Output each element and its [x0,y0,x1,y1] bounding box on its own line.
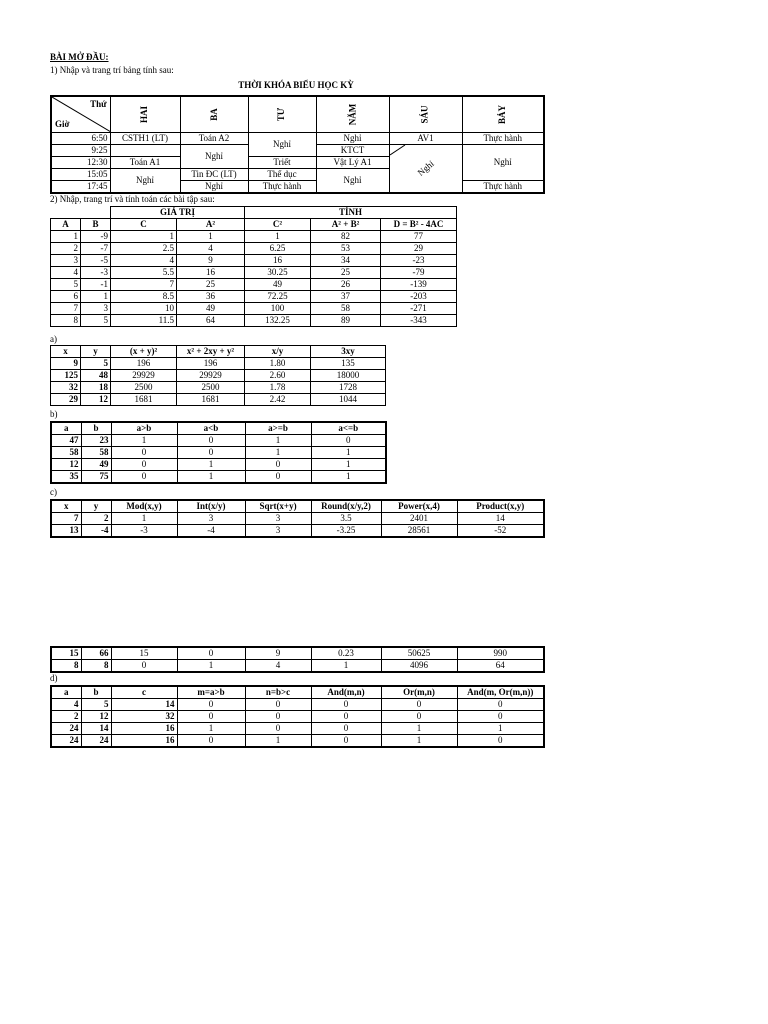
column-header: Power(x,4) [381,500,457,513]
class-cell: Nghỉ [110,169,180,194]
column-header: 3xy [311,346,386,358]
day-header: BẢY [462,96,544,133]
table-cell: 3 [245,513,311,525]
table-cell: 23 [81,435,111,447]
table-cell: 5 [81,358,111,370]
table-row [51,358,386,370]
table-cell: 66 [81,647,111,660]
table-cell: 16 [177,267,245,279]
table-cell: 58 [51,447,81,459]
table-cell: 5.5 [111,267,177,279]
table-cell: 16 [245,255,311,267]
day-header: SÁU [389,96,462,133]
section-a-rows [51,346,386,406]
class-cell: CSTH1 (LT) [110,133,180,145]
table-cell: 0 [245,711,311,723]
table-cell: 0 [177,699,245,711]
table-row [51,279,457,291]
table-cell: 9 [177,255,245,267]
table-cell: 0 [457,711,544,723]
table-cell: -3 [111,525,177,538]
column-header: y [81,346,111,358]
table-cell: 24 [81,735,111,748]
table-cell: 4 [245,660,311,673]
table-cell: 0 [245,459,311,471]
time-cell: 12:30 [51,157,110,169]
timetable [50,95,545,194]
table-cell: -5 [81,255,111,267]
class-cell: Nghỉ [316,169,389,194]
table-cell: 4 [51,267,81,279]
column-header: Sqrt(x+y) [245,500,311,513]
table-cell: 132.25 [245,315,311,327]
task1-text: 1) Nhập và trang trí bảng tính sau: [50,65,174,75]
class-cell: Toán A1 [110,157,180,169]
table-row [51,315,457,327]
table-cell: -343 [381,315,457,327]
class-cell: Nghỉ [180,181,248,194]
table-cell: 64 [177,315,245,327]
table-cell: 14 [111,699,177,711]
table-cell: 0 [111,447,177,459]
table-row [51,660,544,673]
column-header: a [51,686,81,699]
class-cell: KTCT [316,145,389,157]
time-cell: 9:25 [51,145,110,157]
table-cell: 0 [311,735,381,748]
section-b-table [50,421,387,484]
table-cell: 2 [51,243,81,255]
table-row [51,370,386,382]
table-cell: 14 [457,513,544,525]
table-cell: -139 [381,279,457,291]
table-cell: -3 [81,267,111,279]
table-cell: 2 [81,513,111,525]
table-cell: 29929 [177,370,245,382]
table-cell: 1 [381,723,457,735]
table-cell: 18000 [311,370,386,382]
table-cell: 1.78 [245,382,311,394]
table-cell: 1 [457,723,544,735]
section-c-table [50,499,545,538]
table-cell: -9 [81,231,111,243]
group-compute: TÍNH [245,207,457,219]
table-cell: 24 [51,735,81,748]
table-cell: 7 [51,303,81,315]
table-cell: 1 [177,471,245,484]
section-a-label: a) [50,334,57,344]
task2-text: 2) Nhập, trang trí và tính toán các bài tập sau: [50,194,215,204]
table-cell: 5 [51,279,81,291]
table-cell: 47 [51,435,81,447]
column-header: Mod(x,y) [111,500,177,513]
table-cell: 34 [311,255,381,267]
section-a-table [50,345,386,406]
table-cell: 1 [177,660,245,673]
column-header: c [111,686,177,699]
table-cell: 0 [111,471,177,484]
table-cell: 3 [51,255,81,267]
table-cell: 1681 [177,394,245,406]
table-cell: 8.5 [111,291,177,303]
table-cell: 49 [177,303,245,315]
class-cell: Thực hành [462,181,544,194]
class-cell: Thực hành [462,133,544,145]
table-cell: 58 [311,303,381,315]
table-cell: 8 [81,660,111,673]
column-header: a>b [111,422,177,435]
table-cell: 5 [81,699,111,711]
table-cell: 990 [457,647,544,660]
table-cell: 1 [245,735,311,748]
table-cell: 0 [457,735,544,748]
table-cell: -23 [381,255,457,267]
table-row [51,303,457,315]
table-cell: 1 [381,735,457,748]
table-cell: 1.80 [245,358,311,370]
table-row [51,382,386,394]
table-cell: 58 [81,447,111,459]
table-cell: 9 [51,358,81,370]
column-header: y [81,500,111,513]
column-header: n=b>c [245,686,311,699]
table-cell: -203 [381,291,457,303]
table-row [51,647,544,660]
table-cell: 37 [311,291,381,303]
table-row [51,699,544,711]
table-cell: 3 [245,525,311,538]
column-header: Round(x/y,2) [311,500,381,513]
table-cell: -7 [81,243,111,255]
table-cell: 15 [51,647,81,660]
table-header-row [51,686,544,699]
group-values: GIÁ TRỊ [111,207,245,219]
column-header: x² + 2xy + y² [177,346,245,358]
column-header: m=a>b [177,686,245,699]
table-cell: -52 [457,525,544,538]
corner-time-label: Giờ [55,119,70,129]
timetable-corner [51,96,110,133]
column-header: a [51,422,81,435]
table-cell: 82 [311,231,381,243]
table-row [51,447,386,459]
table-header-row [51,422,386,435]
table-cell: 1 [51,231,81,243]
table-cell: 50625 [381,647,457,660]
table-cell: 3 [81,303,111,315]
table-cell: 1 [245,231,311,243]
table-cell: 0 [311,435,386,447]
table-cell: 0.23 [311,647,381,660]
class-cell: AV1 [389,133,462,145]
table-cell: 1044 [311,394,386,406]
class-cell: Nghỉ [316,133,389,145]
table-cell: 1 [311,660,381,673]
column-header: b [81,422,111,435]
lesson-title: BÀI MỞ ĐẦU: [50,52,109,62]
column-header: And(m,n) [311,686,381,699]
table-cell: 35 [51,471,81,484]
table-cell: 1 [177,231,245,243]
table-cell: 64 [457,660,544,673]
table-cell: 0 [311,699,381,711]
column-header: (x + y)² [111,346,177,358]
class-cell: Triết [248,157,316,169]
table-cell: -79 [381,267,457,279]
table-cell: 6 [51,291,81,303]
table-cell: 13 [51,525,81,538]
table-cell: 4 [51,699,81,711]
table-cell: 16 [111,735,177,748]
table-header-row: A B C A² C² A² + B² D = B² - 4AC [51,219,457,231]
table-cell: 0 [381,711,457,723]
table-cell: 29 [51,394,81,406]
column-header: Product(x,y) [457,500,544,513]
table-row [51,435,386,447]
table-cell: 12 [81,394,111,406]
section-d-table [50,685,545,748]
table-header-row [51,500,544,513]
table-cell: 0 [177,711,245,723]
table-cell: 1 [111,231,177,243]
table-cell: 0 [177,435,245,447]
table-cell: -4 [177,525,245,538]
table-cell: 30.25 [245,267,311,279]
table-cell: 8 [51,315,81,327]
table-cell: 29 [381,243,457,255]
quadratic-table [50,206,457,327]
table-cell: -1 [81,279,111,291]
table-cell: 6.25 [245,243,311,255]
table-row [51,711,544,723]
table-cell: 72.25 [245,291,311,303]
table-cell: 0 [245,471,311,484]
section-c-rows [51,500,544,537]
table-cell: 1 [311,447,386,459]
table-cell: 0 [245,699,311,711]
table-cell: 75 [81,471,111,484]
class-cell: Nghỉ [248,133,316,157]
table-cell: 26 [311,279,381,291]
table-row [51,291,457,303]
table-cell: 1 [81,291,111,303]
table-cell: 15 [111,647,177,660]
table-cell: -4 [81,525,111,538]
table-cell: 1 [245,447,311,459]
sau-off-label: Nghỉ [415,158,436,178]
class-cell: Thể dục [248,169,316,181]
day-header: BA [180,96,248,133]
table-cell: 18 [81,382,111,394]
table-cell: 7 [111,279,177,291]
table-cell: 11.5 [111,315,177,327]
table-cell: 1728 [311,382,386,394]
table-cell: 1 [177,459,245,471]
column-header: x [51,346,81,358]
day-header: HAI [110,96,180,133]
table-cell: 1 [245,435,311,447]
table-cell: 0 [177,447,245,459]
quadratic-rows [51,231,457,327]
section-d-rows [51,686,544,747]
table-header-row [51,346,386,358]
table-cell: 28561 [381,525,457,538]
table-cell: 2401 [381,513,457,525]
table-row [51,267,457,279]
table-cell: 1 [177,723,245,735]
table-cell: 2500 [111,382,177,394]
table-cell: 4 [111,255,177,267]
time-cell: 6:50 [51,133,110,145]
table-cell: 3 [177,513,245,525]
class-cell: Tin ĐC (LT) [180,169,248,181]
table-cell: 32 [111,711,177,723]
table-cell: 3.5 [311,513,381,525]
table-cell: 0 [381,699,457,711]
table-cell: 2.5 [111,243,177,255]
table-cell: 7 [51,513,81,525]
column-header: a>=b [245,422,311,435]
table-cell: 0 [457,699,544,711]
column-header: b [81,686,111,699]
table-cell: 48 [81,370,111,382]
table-cell: 9 [245,647,311,660]
time-cell: 15:05 [51,169,110,181]
class-cell: Nghỉ [462,145,544,181]
class-cell: Nghỉ [180,145,248,169]
table-cell: 12 [81,711,111,723]
table-cell: 1 [311,471,386,484]
table-cell: 0 [111,660,177,673]
table-cell: 1 [311,459,386,471]
table-cell: 25 [311,267,381,279]
table-cell: 29929 [111,370,177,382]
table-cell: 2.60 [245,370,311,382]
table-cell: 1681 [111,394,177,406]
table-cell: 24 [51,723,81,735]
column-header: a<b [177,422,245,435]
section-b-rows [51,422,386,483]
table-cell: 1 [111,513,177,525]
table-cell: 0 [245,723,311,735]
table-row [51,231,457,243]
table-cell: 32 [51,382,81,394]
class-cell [110,145,180,157]
table-row [51,471,386,484]
table-cell: 1 [111,435,177,447]
table-row [51,513,544,525]
table-cell: 196 [111,358,177,370]
table-row [51,525,544,538]
table-row [51,459,386,471]
section-d-label: d) [50,673,58,683]
table-cell: 0 [177,735,245,748]
section-b-label: b) [50,409,58,419]
table-cell: 49 [245,279,311,291]
day-header: TƯ [248,96,316,133]
table-cell: 49 [81,459,111,471]
table-cell: 2.42 [245,394,311,406]
table-cell: 89 [311,315,381,327]
table-cell: 0 [311,723,381,735]
column-header: Int(x/y) [177,500,245,513]
sau-off-cell [389,145,462,194]
corner-day-label: Thứ [90,99,107,109]
table-cell: -3.25 [311,525,381,538]
column-header: x/y [245,346,311,358]
table-cell: 196 [177,358,245,370]
column-header: And(m, Or(m,n)) [457,686,544,699]
column-header: Or(m,n) [381,686,457,699]
table-cell: 5 [81,315,111,327]
table-cell: 2 [51,711,81,723]
table-cell: 16 [111,723,177,735]
class-cell: Toán A2 [180,133,248,145]
table-cell: 0 [177,647,245,660]
table-cell: 14 [81,723,111,735]
table-row [51,243,457,255]
time-cell: 17:45 [51,181,110,194]
table-cell: 36 [177,291,245,303]
table-row [51,255,457,267]
table-cell: 100 [245,303,311,315]
table-cell: 10 [111,303,177,315]
section-c-rows-continued [51,647,544,672]
table-cell: 2500 [177,382,245,394]
table-cell: 4 [177,243,245,255]
table-cell: 0 [311,711,381,723]
table-cell: 8 [51,660,81,673]
column-header: x [51,500,81,513]
class-cell: Vật Lý A1 [316,157,389,169]
section-c-table-continued [50,646,545,673]
table-row [51,735,544,748]
table-row [51,723,544,735]
table-cell: 53 [311,243,381,255]
table-cell: 77 [381,231,457,243]
table-cell: 25 [177,279,245,291]
table-cell: 0 [111,459,177,471]
day-header: NĂM [316,96,389,133]
table-cell: -271 [381,303,457,315]
class-cell: Thực hành [248,181,316,194]
table-cell: 135 [311,358,386,370]
section-c-label: c) [50,487,57,497]
table-cell: 125 [51,370,81,382]
timetable-title: THỜI KHÓA BIỂU HỌC KỲ [238,80,354,90]
table-cell: 12 [51,459,81,471]
table-cell: 4096 [381,660,457,673]
column-header: a<=b [311,422,386,435]
table-row [51,394,386,406]
